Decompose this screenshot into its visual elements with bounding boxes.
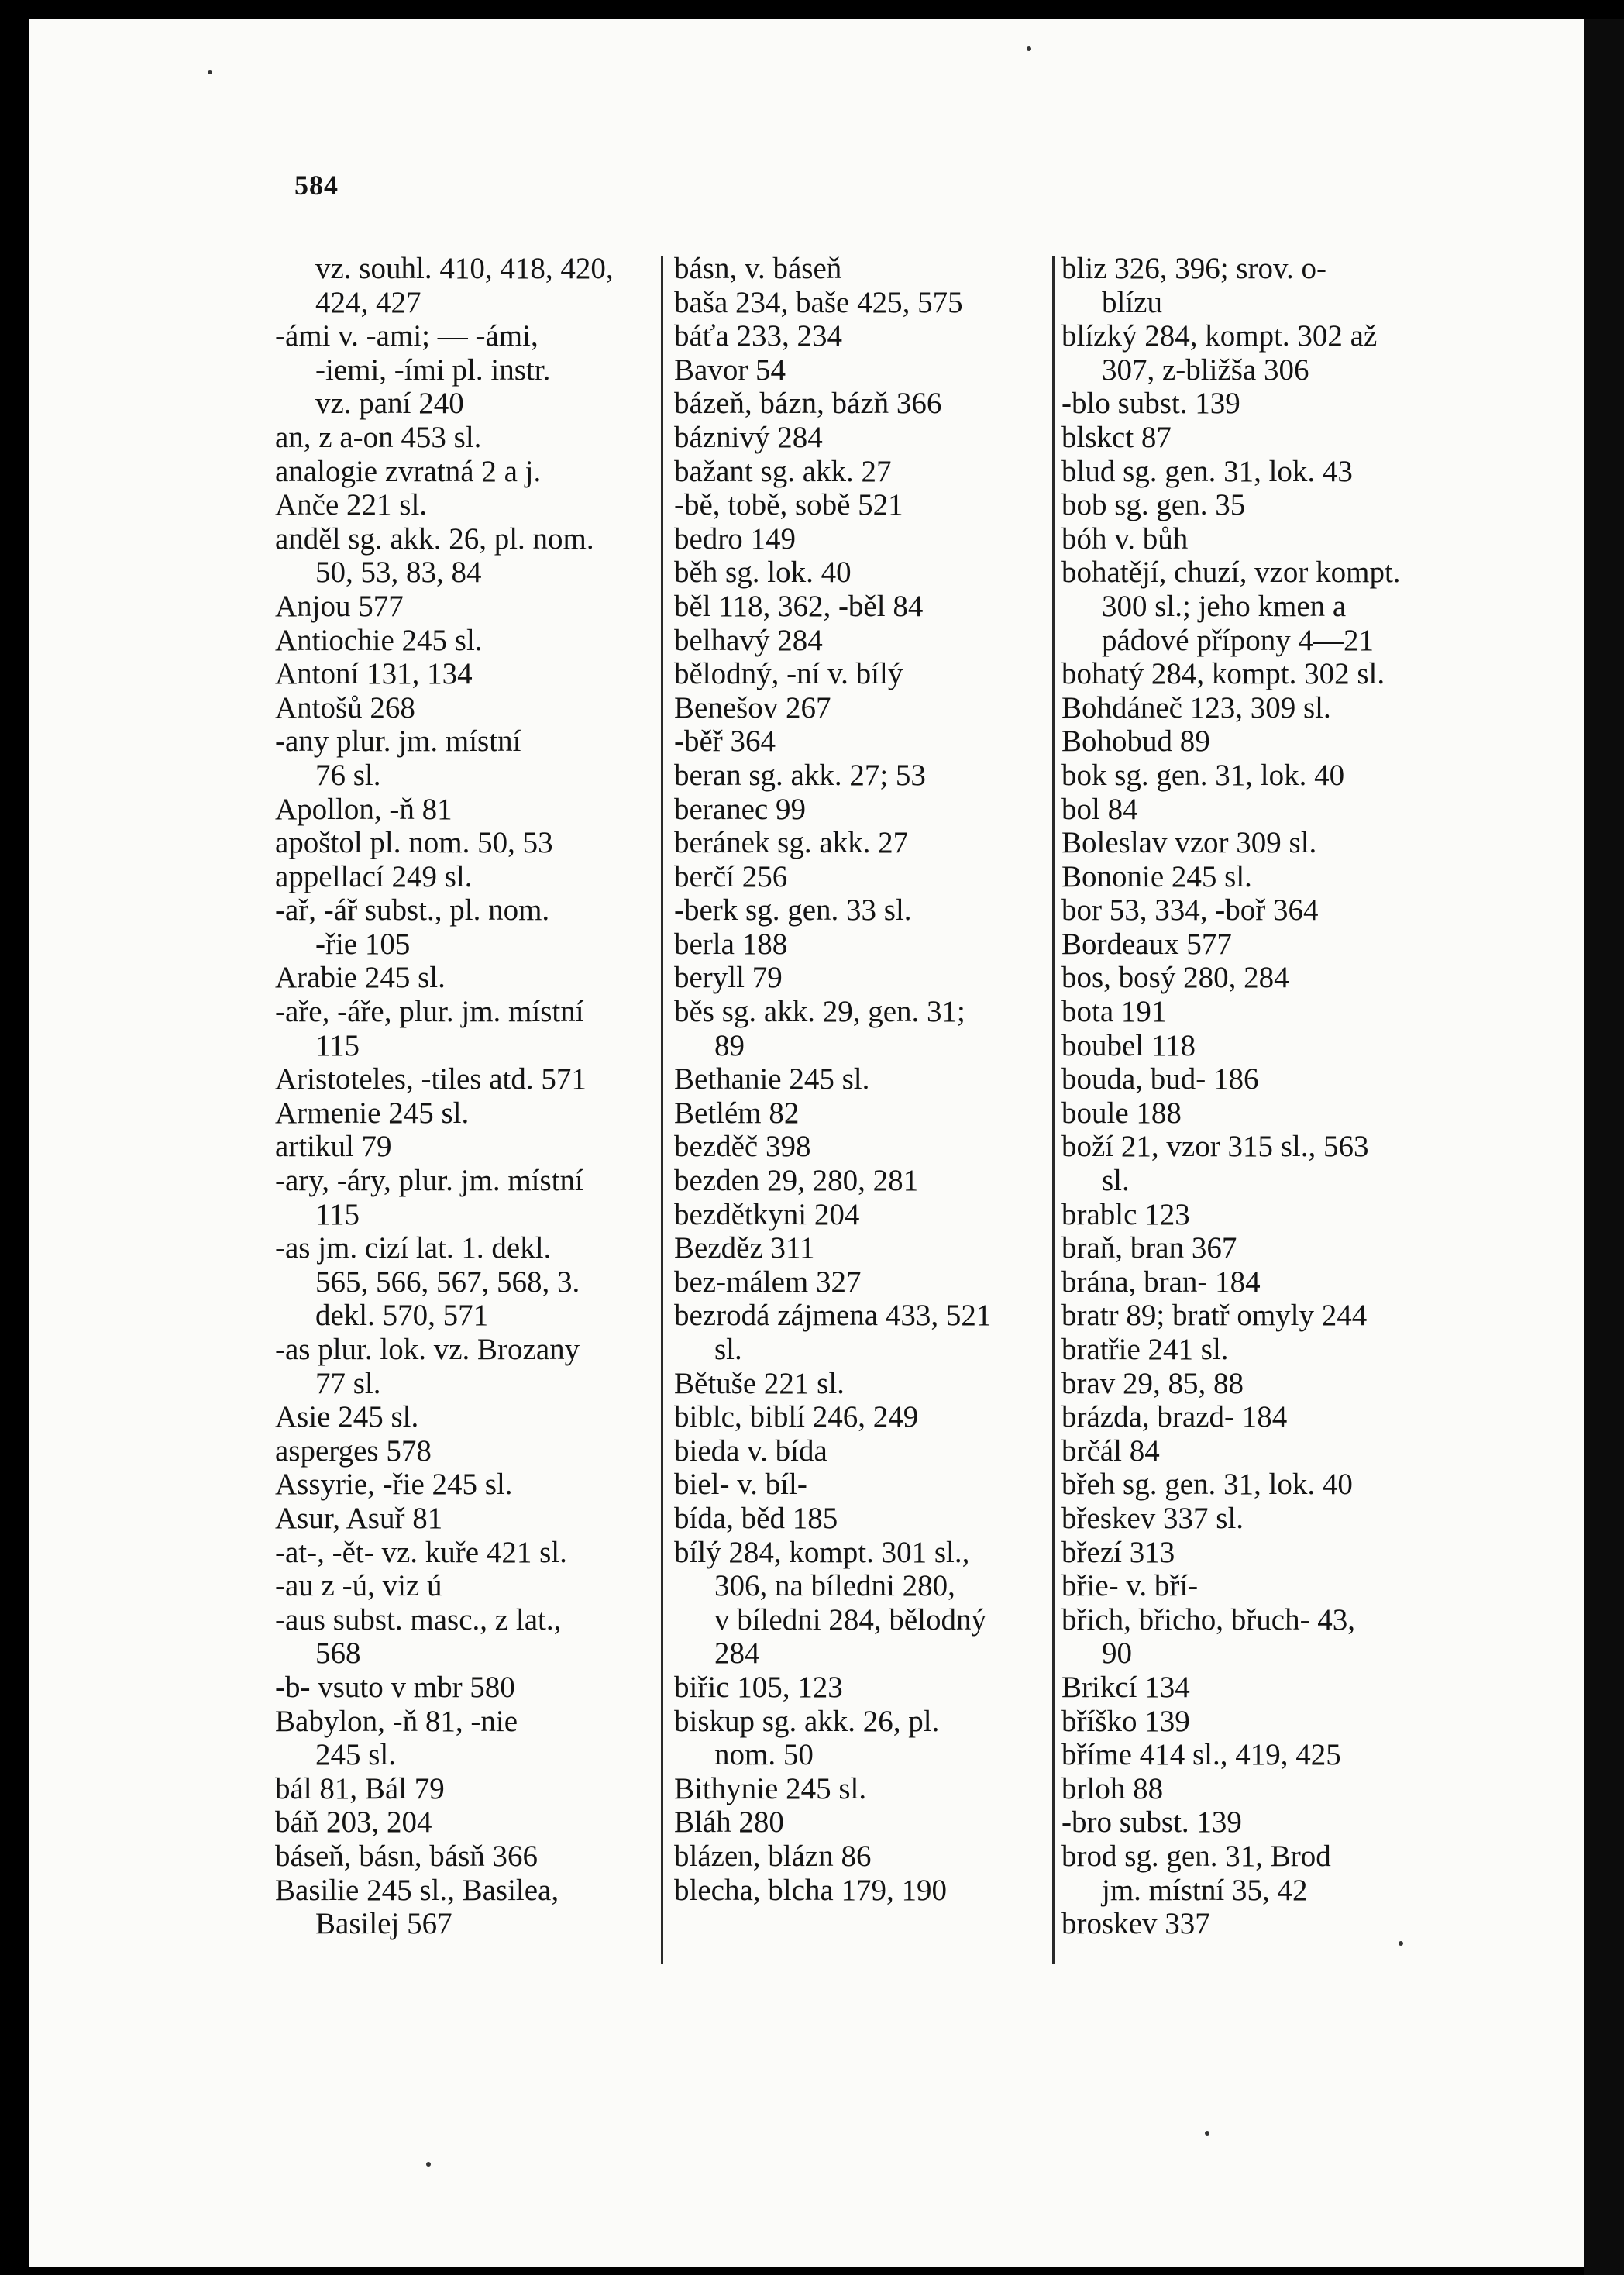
index-entry-line: břeh sg. gen. 31, lok. 40 xyxy=(1061,1468,1353,1502)
index-entry-line: -any plur. jm. místní xyxy=(275,724,521,759)
index-entry-line: Arabie 245 sl. xyxy=(275,961,446,995)
index-entry-line: Asie 245 sl. xyxy=(275,1400,419,1434)
index-entry-line: anděl sg. akk. 26, pl. nom. xyxy=(275,521,594,556)
index-entry-line: beranec 99 xyxy=(674,792,806,826)
index-entry-line: -ary, -áry, plur. jm. místní xyxy=(275,1164,583,1198)
index-entry-line: Boleslav vzor 309 sl. xyxy=(1061,826,1317,860)
index-entry-line: sl. xyxy=(1102,1164,1130,1198)
index-entry-line: dekl. 570, 571 xyxy=(315,1299,489,1333)
index-entry-line: 284 xyxy=(714,1637,760,1671)
index-entry-line: belhavý 284 xyxy=(674,623,823,657)
index-entry-line: blecha, blcha 179, 190 xyxy=(674,1873,947,1907)
index-entry-line: Apollon, -ň 81 xyxy=(275,792,452,826)
index-entry-line: bliz 326, 396; srov. o- xyxy=(1061,252,1326,285)
index-entry-line: Anče 221 sl. xyxy=(275,488,428,522)
index-entry-line: 50, 53, 83, 84 xyxy=(315,556,482,590)
index-entry-line: bedro 149 xyxy=(674,521,797,556)
index-entry-line: bříško 139 xyxy=(1061,1704,1190,1738)
index-entry-line: 115 xyxy=(315,1197,360,1231)
index-entry-line: Antiochie 245 sl. xyxy=(275,623,483,657)
index-entry-line: bieda v. bída xyxy=(674,1433,827,1468)
index-entry-line: Bláh 280 xyxy=(674,1805,784,1840)
index-entry-line: bažant sg. akk. 27 xyxy=(674,454,892,488)
index-entry-line: analogie zvratná 2 a j. xyxy=(275,454,542,488)
index-entry-line: báseň, básn, básň 366 xyxy=(275,1839,538,1873)
index-entry-line: Bavor 54 xyxy=(674,353,786,387)
index-entry-line: 76 sl. xyxy=(315,758,381,792)
index-entry-line: bratr 89; bratř omyly 244 xyxy=(1061,1299,1368,1333)
index-entry-line: bob sg. gen. 35 xyxy=(1061,488,1246,522)
index-entry-line: 115 xyxy=(315,1028,360,1062)
index-entry-line: 89 xyxy=(714,1028,745,1062)
index-entry-line: Bohdáneč 123, 309 sl. xyxy=(1061,690,1331,724)
index-entry-line: -au z -ú, viz ú xyxy=(275,1569,442,1603)
index-entry-line: Bětuše 221 sl. xyxy=(674,1366,845,1400)
index-entry-line: Bordeaux 577 xyxy=(1061,927,1232,961)
scan-edge xyxy=(1584,19,1624,2275)
index-entry-line: brloh 88 xyxy=(1061,1771,1164,1805)
index-entry-line: boubel 118 xyxy=(1061,1028,1196,1062)
index-entry-line: 307, z-bližša 306 xyxy=(1102,353,1309,387)
index-entry-line: 300 sl.; jeho kmen a xyxy=(1102,589,1347,623)
index-entry-line: -at-, -ět- vz. kuře 421 sl. xyxy=(275,1535,567,1569)
index-entry-line: Bithynie 245 sl. xyxy=(674,1771,867,1805)
index-entry-line: -ař, -ář subst., pl. nom. xyxy=(275,893,550,928)
index-entry-line: -běř 364 xyxy=(674,724,776,759)
index-entry-line: bělodný, -ní v. bílý xyxy=(674,657,903,691)
index-entry-line: Bethanie 245 sl. xyxy=(674,1062,870,1096)
index-entry-line: Antošů 268 xyxy=(275,690,415,724)
index-entry-line: bohatý 284, kompt. 302 sl. xyxy=(1061,657,1385,691)
scan-speck xyxy=(1027,46,1031,51)
index-entry-line: boží 21, vzor 315 sl., 563 xyxy=(1061,1130,1369,1164)
index-entry-line: biel- v. bíl- xyxy=(674,1468,807,1502)
index-entry-line: 245 sl. xyxy=(315,1738,397,1772)
index-entry-line: biřic 105, 123 xyxy=(674,1670,843,1704)
index-entry-line: báň 203, 204 xyxy=(275,1805,432,1840)
index-entry-line: nom. 50 xyxy=(714,1738,814,1772)
index-entry-line: artikul 79 xyxy=(275,1130,392,1164)
column-divider-1 xyxy=(661,256,663,1964)
index-entry-line: biskup sg. akk. 26, pl. xyxy=(674,1704,940,1738)
index-entry-line: běs sg. akk. 29, gen. 31; xyxy=(674,995,965,1029)
index-entry-line: appellací 249 sl. xyxy=(275,859,473,893)
index-entry-line: pádové přípony 4—21 xyxy=(1102,623,1374,657)
index-entry-line: bezden 29, 280, 281 xyxy=(674,1164,919,1198)
index-entry-line: Anjou 577 xyxy=(275,589,404,623)
index-entry-line: bouda, bud- 186 xyxy=(1061,1062,1259,1096)
index-entry-line: Basilie 245 sl., Basilea, xyxy=(275,1873,559,1907)
column-divider-2 xyxy=(1052,256,1055,1964)
index-entry-line: Asur, Asuř 81 xyxy=(275,1501,443,1535)
index-entry-line: Bezděz 311 xyxy=(674,1231,815,1265)
page-number: 584 xyxy=(294,170,339,201)
index-entry-line: broskev 337 xyxy=(1061,1907,1210,1941)
index-entry-line: 424, 427 xyxy=(315,285,421,319)
index-entry-line: -řie 105 xyxy=(315,927,411,961)
index-entry-line: běh sg. lok. 40 xyxy=(674,556,852,590)
index-entry-line: bota 191 xyxy=(1061,995,1167,1029)
index-entry-line: Bohobud 89 xyxy=(1061,724,1210,759)
index-entry-line: baša 234, baše 425, 575 xyxy=(674,285,963,319)
index-entry-line: bohatějí, chuzí, vzor kompt. xyxy=(1061,556,1401,590)
index-entry-line: brána, bran- 184 xyxy=(1061,1265,1261,1299)
index-entry-line: -aře, -áře, plur. jm. místní xyxy=(275,995,584,1029)
index-entry-line: bříme 414 sl., 419, 425 xyxy=(1061,1738,1341,1772)
index-entry-line: bída, běd 185 xyxy=(674,1501,838,1535)
index-entry-line: Basilej 567 xyxy=(315,1907,452,1941)
index-entry-line: -iemi, -ími pl. instr. xyxy=(315,353,551,387)
scan-speck xyxy=(1205,2131,1209,2136)
index-entry-line: brčál 84 xyxy=(1061,1433,1160,1468)
index-entry-line: -aus subst. masc., z lat., xyxy=(275,1602,562,1637)
index-entry-line: brav 29, 85, 88 xyxy=(1061,1366,1244,1400)
index-entry-line: břeskev 337 sl. xyxy=(1061,1501,1244,1535)
index-entry-line: Benešov 267 xyxy=(674,690,831,724)
index-entry-line: vz. souhl. 410, 418, 420, xyxy=(315,252,614,285)
index-entry-line: Bononie 245 sl. xyxy=(1061,859,1252,893)
index-entry-line: -ámi v. -ami; — -ámi, xyxy=(275,319,538,353)
index-entry-line: biblc, biblí 246, 249 xyxy=(674,1400,919,1434)
scan-speck xyxy=(426,2162,431,2167)
index-entry-line: 565, 566, 567, 568, 3. xyxy=(315,1265,580,1299)
index-entry-line: bratřie 241 sl. xyxy=(1061,1333,1229,1366)
index-entry-line: -bě, tobě, sobě 521 xyxy=(674,488,903,522)
scan-speck xyxy=(1399,1941,1403,1946)
index-entry-line: Babylon, -ň 81, -nie xyxy=(275,1704,518,1738)
index-entry-line: básn, v. báseň xyxy=(674,252,842,285)
index-entry-line: blskct 87 xyxy=(1061,420,1172,454)
index-entry-line: 90 xyxy=(1102,1637,1132,1671)
index-entry-line: brod sg. gen. 31, Brod xyxy=(1061,1839,1331,1873)
index-entry-line: 568 xyxy=(315,1637,361,1671)
index-entry-line: bóh v. bůh xyxy=(1061,521,1189,556)
index-entry-line: apoštol pl. nom. 50, 53 xyxy=(275,826,553,860)
index-entry-line: bázeň, bázn, bázň 366 xyxy=(674,387,942,421)
index-entry-line: březí 313 xyxy=(1061,1535,1175,1569)
index-entry-line: Assyrie, -řie 245 sl. xyxy=(275,1468,513,1502)
index-entry-line: břie- v. bří- xyxy=(1061,1569,1199,1603)
index-entry-line: -as plur. lok. vz. Brozany xyxy=(275,1333,580,1366)
index-entry-line: blud sg. gen. 31, lok. 43 xyxy=(1061,454,1353,488)
index-entry-line: berla 188 xyxy=(674,927,788,961)
index-entry-line: běl 118, 362, -běl 84 xyxy=(674,589,924,623)
index-entry-line: brablc 123 xyxy=(1061,1197,1190,1231)
index-entry-line: asperges 578 xyxy=(275,1433,432,1468)
index-entry-line: bezdětkyni 204 xyxy=(674,1197,860,1231)
index-entry-line: sl. xyxy=(714,1333,742,1366)
scan-speck xyxy=(208,70,212,74)
index-entry-line: brázda, brazd- 184 xyxy=(1061,1400,1288,1434)
index-entry-line: 306, na bíledni 280, xyxy=(714,1569,955,1603)
index-entry-line: beránek sg. akk. 27 xyxy=(674,826,909,860)
index-entry-line: 77 sl. xyxy=(315,1366,381,1400)
index-entry-line: an, z a-on 453 sl. xyxy=(275,420,482,454)
index-entry-line: boule 188 xyxy=(1061,1096,1182,1130)
index-entry-line: bezděč 398 xyxy=(674,1130,811,1164)
index-column-1 xyxy=(275,252,653,1941)
index-entry-line: Brikcí 134 xyxy=(1061,1670,1190,1704)
index-entry-line: berčí 256 xyxy=(674,859,788,893)
index-entry-line: břich, břicho, břuch- 43, xyxy=(1061,1602,1356,1637)
index-entry-line: Armenie 245 sl. xyxy=(275,1096,470,1130)
index-entry-line: beran sg. akk. 27; 53 xyxy=(674,758,926,792)
index-column-2 xyxy=(674,252,1044,1907)
index-entry-line: Aristoteles, -tiles atd. 571 xyxy=(275,1062,587,1096)
index-entry-line: Betlém 82 xyxy=(674,1096,800,1130)
index-entry-line: bezrodá zájmena 433, 521 xyxy=(674,1299,992,1333)
index-entry-line: vz. paní 240 xyxy=(315,387,464,421)
index-entry-line: -as jm. cizí lat. 1. dekl. xyxy=(275,1231,552,1265)
index-entry-line: beryll 79 xyxy=(674,961,783,995)
index-entry-line: jm. místní 35, 42 xyxy=(1102,1873,1308,1907)
index-entry-line: báznivý 284 xyxy=(674,420,823,454)
index-entry-line: v bíledni 284, bělodný xyxy=(714,1602,986,1637)
index-entry-line: bor 53, 334, -boř 364 xyxy=(1061,893,1319,928)
index-entry-line: blízu xyxy=(1102,285,1162,319)
index-entry-line: bál 81, Bál 79 xyxy=(275,1771,445,1805)
index-entry-line: blázen, blázn 86 xyxy=(674,1839,872,1873)
index-entry-line: -bro subst. 139 xyxy=(1061,1805,1242,1840)
index-entry-line: -blo subst. 139 xyxy=(1061,387,1240,421)
index-entry-line: braň, bran 367 xyxy=(1061,1231,1237,1265)
index-entry-line: blízký 284, kompt. 302 až xyxy=(1061,319,1378,353)
index-entry-line: bos, bosý 280, 284 xyxy=(1061,961,1289,995)
index-entry-line: -b- vsuto v mbr 580 xyxy=(275,1670,515,1704)
index-entry-line: bílý 284, kompt. 301 sl., xyxy=(674,1535,970,1569)
index-entry-line: bez-málem 327 xyxy=(674,1265,862,1299)
index-entry-line: Antoní 131, 134 xyxy=(275,657,473,691)
index-entry-line: báťa 233, 234 xyxy=(674,319,843,353)
index-entry-line: bok sg. gen. 31, lok. 40 xyxy=(1061,758,1345,792)
index-entry-line: bol 84 xyxy=(1061,792,1138,826)
index-entry-line: -berk sg. gen. 33 sl. xyxy=(674,893,912,928)
index-column-3 xyxy=(1061,252,1441,1941)
